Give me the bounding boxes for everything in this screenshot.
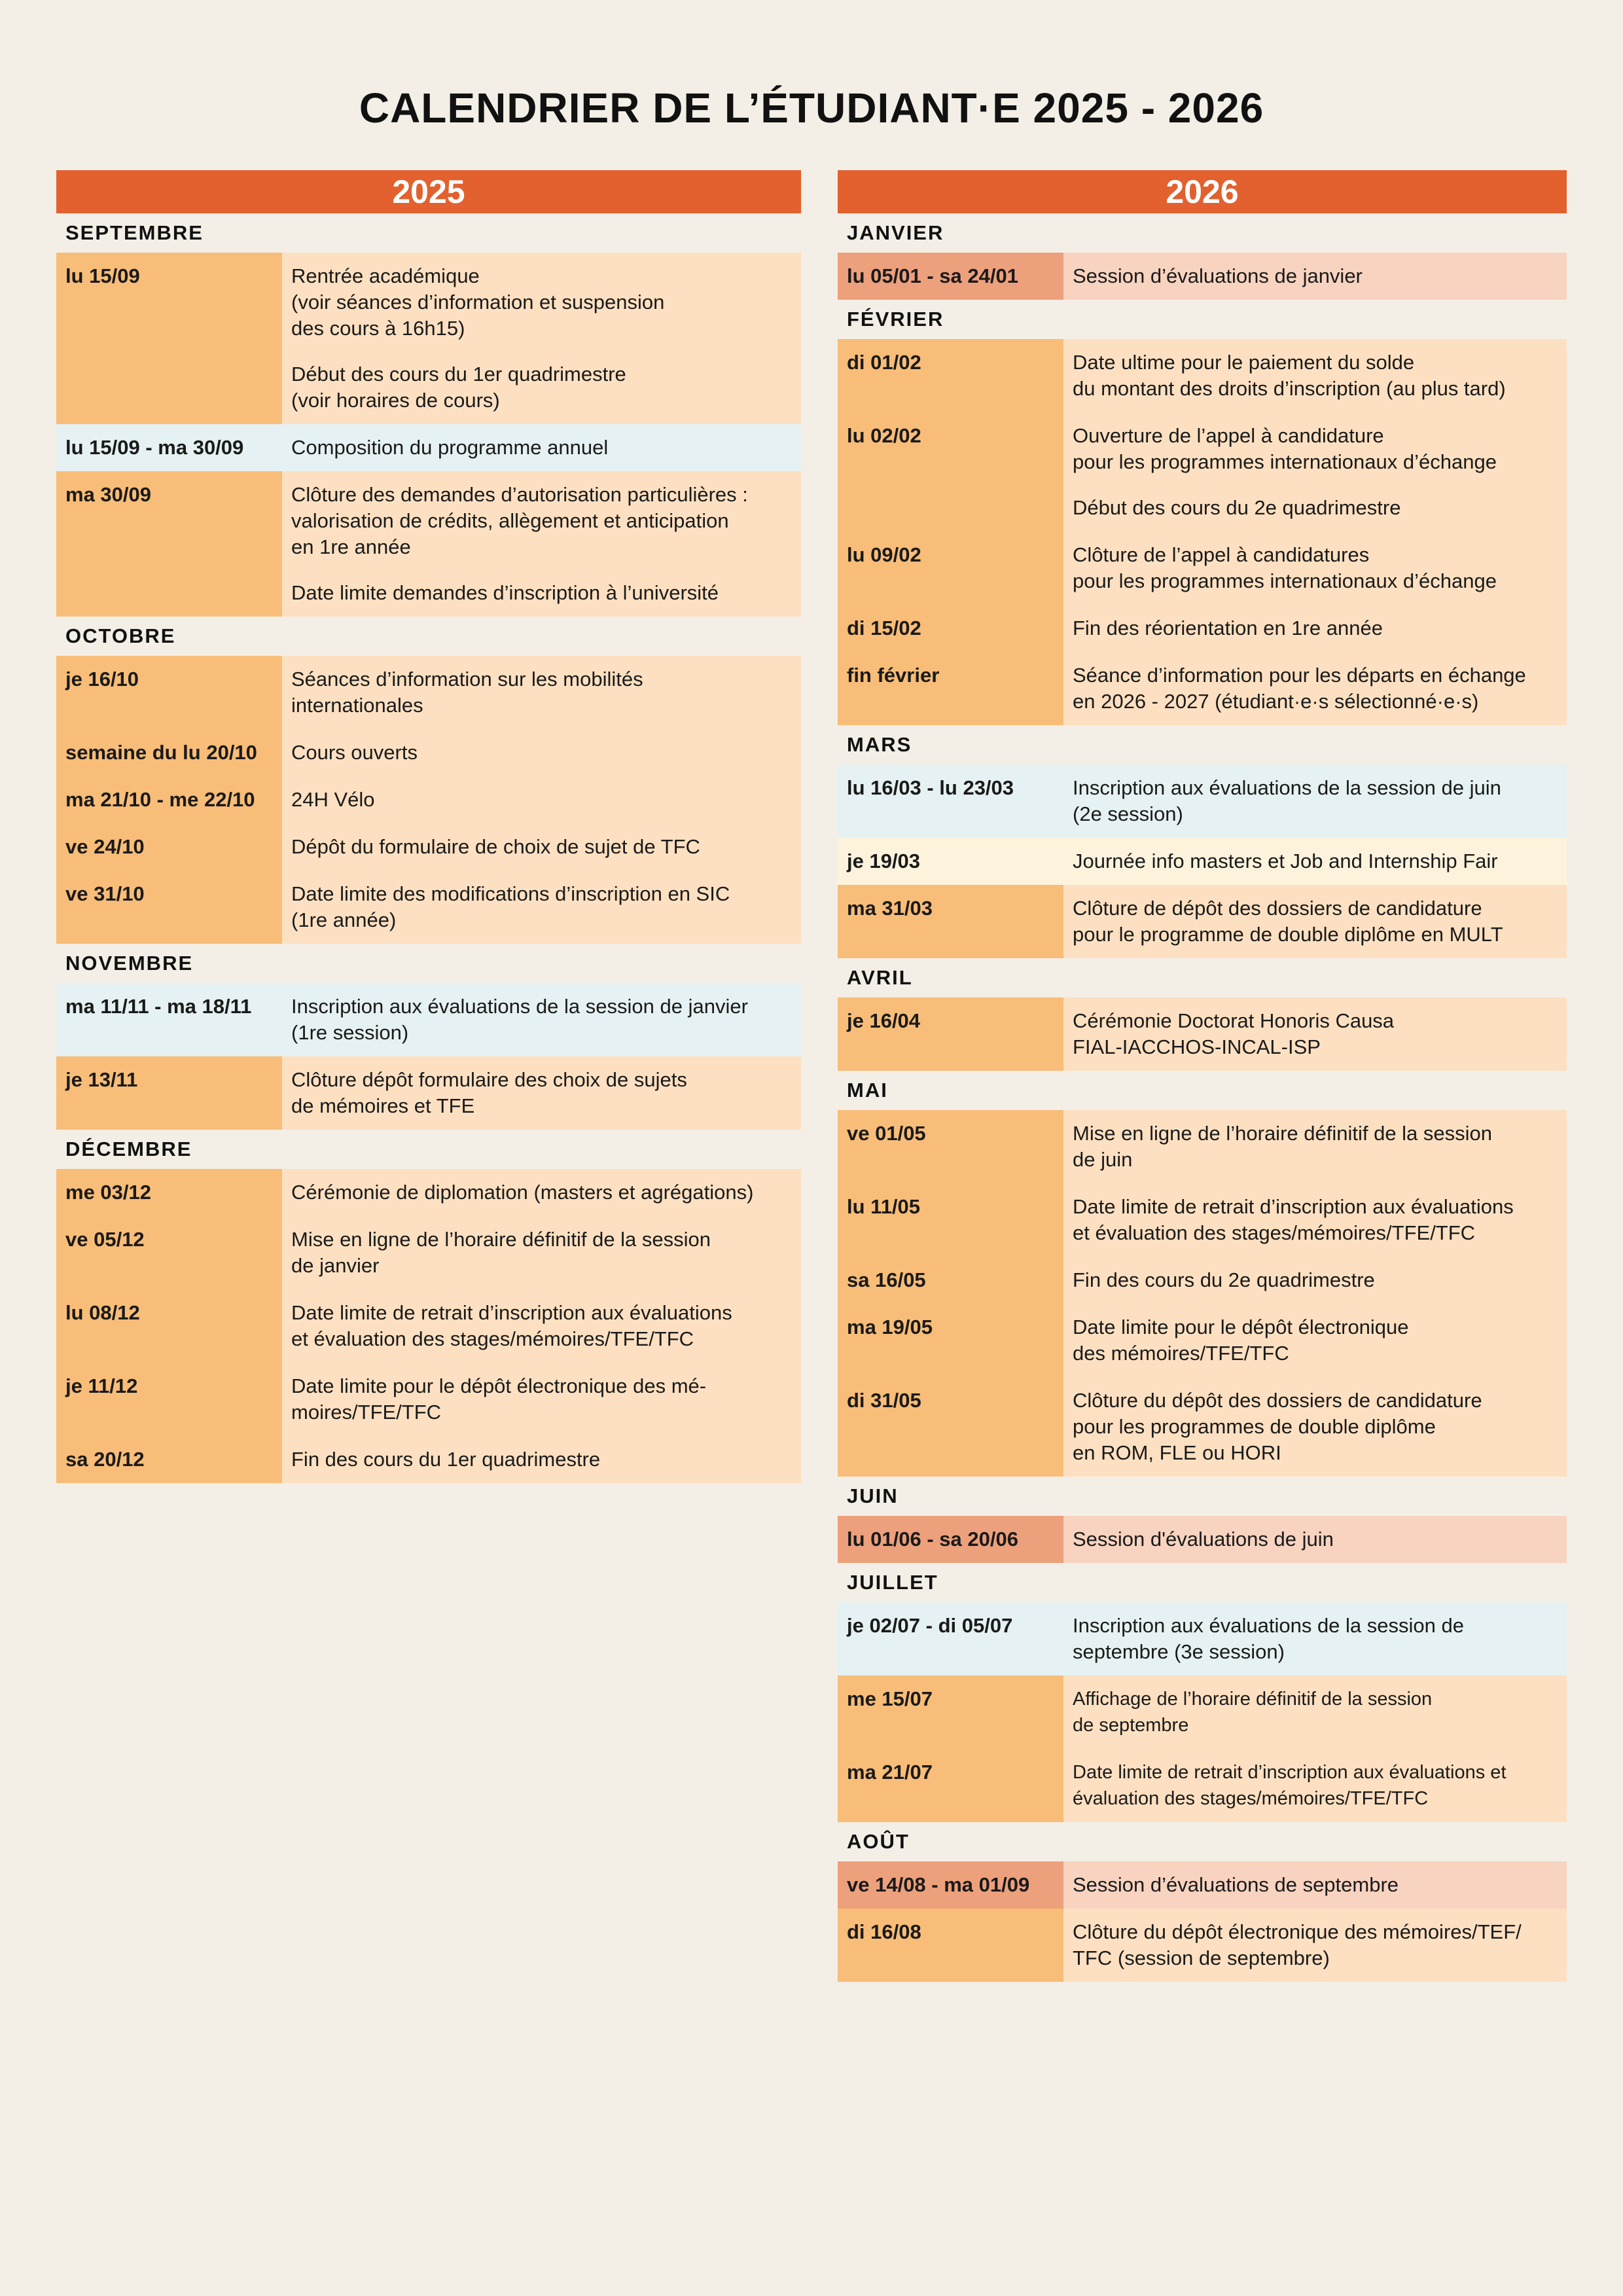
calendar-row [838, 1257, 1567, 1304]
event-text: Date limite des modifications d’inscription en SIC (1re année) [291, 882, 730, 931]
month-events [838, 339, 1567, 725]
event-description [282, 1363, 801, 1436]
calendar-row [838, 1861, 1567, 1909]
event-description [1063, 1602, 1567, 1676]
event-text: Date ultime pour le paiement du solde du montant des droits d’inscription (au plus tard) [1073, 351, 1506, 400]
event-description [1063, 1257, 1567, 1304]
calendar-row [56, 1289, 801, 1363]
event-date: di 15/02 [838, 605, 1063, 652]
event-description [1063, 412, 1567, 531]
event-date: ma 11/11 - ma 18/11 [56, 983, 282, 1056]
event-date: lu 08/12 [56, 1289, 282, 1363]
month-heading: AOÛT [847, 1830, 910, 1853]
month-heading: DÉCEMBRE [65, 1138, 192, 1160]
calendar-row [56, 1436, 801, 1483]
month-events [56, 253, 801, 617]
event-description [282, 1289, 801, 1363]
calendar-column-2025 [56, 170, 801, 1483]
event-text: Mise en ligne de l’horaire définitif de la session de juin [1073, 1122, 1493, 1171]
month-events [56, 656, 801, 944]
event-text: Clôture de l’appel à candidatures pour les programmes internationaux d’échange [1073, 543, 1497, 592]
event-date: ma 31/03 [838, 885, 1063, 958]
month-heading: NOVEMBRE [65, 952, 194, 975]
calendar-row [56, 656, 801, 729]
calendar-row [56, 1216, 801, 1289]
event-description [1063, 1377, 1567, 1477]
event-description [1063, 253, 1567, 300]
month-heading: FÉVRIER [847, 308, 944, 331]
event-date: ve 05/12 [56, 1216, 282, 1289]
event-description [282, 424, 801, 471]
event-description [1063, 997, 1567, 1071]
month-list [56, 213, 801, 1483]
event-description [1063, 1749, 1567, 1822]
month-events [838, 1110, 1567, 1477]
event-description [1063, 1909, 1567, 1982]
month-events [838, 1516, 1567, 1563]
calendar-row [56, 823, 801, 870]
event-text: Séances d’information sur les mobilités internationales [291, 668, 643, 717]
calendar-row [838, 1304, 1567, 1377]
calendar-row [838, 1909, 1567, 1982]
event-text: Mise en ligne de l’horaire définitif de la session de janvier [291, 1228, 711, 1277]
event-text: Clôture des demandes d’autorisation particulières : valorisation de crédits, allègement et anticipation en 1re année [291, 483, 748, 558]
event-description [1063, 652, 1567, 725]
calendar-row [838, 1749, 1567, 1822]
calendar-row [838, 1110, 1567, 1183]
calendar-row [838, 605, 1567, 652]
event-description [282, 656, 801, 729]
calendar-row [838, 1676, 1567, 1749]
event-description [282, 1056, 801, 1130]
calendar-row [56, 776, 801, 823]
event-description [282, 253, 801, 424]
event-text: Clôture de dépôt des dossiers de candidature pour le programme de double diplôme en MULT [1073, 897, 1503, 946]
event-date: di 31/05 [838, 1377, 1063, 1477]
event-date: di 16/08 [838, 1909, 1063, 1982]
event-date: sa 20/12 [56, 1436, 282, 1483]
calendar-row [838, 885, 1567, 958]
calendar-column-2026 [838, 170, 1567, 1982]
calendar-row [838, 1602, 1567, 1676]
month-heading: JUILLET [847, 1571, 938, 1594]
event-date: je 19/03 [838, 838, 1063, 885]
event-text: Dépôt du formulaire de choix de sujet de TFC [291, 835, 700, 858]
event-date: me 03/12 [56, 1169, 282, 1216]
month-events [838, 253, 1567, 300]
event-date: ma 30/09 [56, 471, 282, 617]
event-description [1063, 1110, 1567, 1183]
event-description [282, 1436, 801, 1483]
calendar-row [838, 339, 1567, 412]
event-date: di 01/02 [838, 339, 1063, 412]
month-events [838, 764, 1567, 958]
event-date: lu 11/05 [838, 1183, 1063, 1257]
event-date: je 16/10 [56, 656, 282, 729]
event-text: Rentrée académique (voir séances d’information et suspension des cours à 16h15) [291, 264, 665, 340]
event-description [282, 776, 801, 823]
event-text: Cérémonie de diplomation (masters et agrégations) [291, 1181, 754, 1204]
calendar-row [838, 652, 1567, 725]
event-text: Session d’évaluations de septembre [1073, 1873, 1399, 1896]
month-heading: MARS [847, 733, 912, 756]
event-text: Ouverture de l’appel à candidature pour les programmes internationaux d’échange [1073, 424, 1497, 473]
event-description [1063, 339, 1567, 412]
event-date: ve 24/10 [56, 823, 282, 870]
event-description [1063, 838, 1567, 885]
month-heading: OCTOBRE [65, 624, 176, 647]
month-heading: AVRIL [847, 966, 913, 989]
event-text: Journée info masters et Job and Internship Fair [1073, 850, 1498, 872]
calendar-row [56, 1056, 801, 1130]
month-events [56, 1169, 801, 1483]
calendar-row [838, 1183, 1567, 1257]
event-description [282, 471, 801, 617]
event-date: ma 21/10 - me 22/10 [56, 776, 282, 823]
month-events [838, 997, 1567, 1071]
month-list [838, 213, 1567, 1982]
calendar-row [56, 729, 801, 776]
event-text: Fin des cours du 1er quadrimestre [291, 1448, 601, 1471]
event-date: fin février [838, 652, 1063, 725]
event-text: Séance d’information pour les départs en échange en 2026 - 2027 (étudiant·e·s sélectionné·e·s) [1073, 664, 1526, 713]
event-description [282, 870, 801, 944]
event-date: ve 31/10 [56, 870, 282, 944]
calendar-row [838, 1516, 1567, 1563]
event-description [282, 983, 801, 1056]
month-events [838, 1602, 1567, 1822]
event-description [1063, 764, 1567, 838]
event-description [1063, 1183, 1567, 1257]
event-date: ve 01/05 [838, 1110, 1063, 1183]
year-header: 2025 [56, 170, 801, 213]
event-text: Cours ouverts [291, 741, 418, 764]
calendar-row [838, 997, 1567, 1071]
event-description [1063, 1516, 1567, 1563]
event-date: je 02/07 - di 05/07 [838, 1602, 1063, 1676]
calendar-row [56, 983, 801, 1056]
calendar-row [838, 1377, 1567, 1477]
event-text: Inscription aux évaluations de la session de juin (2e session) [1073, 776, 1501, 825]
calendar-row [56, 1169, 801, 1216]
event-description [282, 1169, 801, 1216]
event-description [1063, 885, 1567, 958]
event-description [1063, 1676, 1567, 1749]
calendar-row [838, 253, 1567, 300]
year-header: 2026 [838, 170, 1567, 213]
event-text: Clôture dépôt formulaire des choix de sujets de mémoires et TFE [291, 1068, 687, 1117]
event-text: Clôture du dépôt électronique des mémoires/TEF/ TFC (session de septembre) [1073, 1920, 1522, 1969]
calendar-row [838, 412, 1567, 531]
event-text: Date limite de retrait d’inscription aux évaluations et évaluation des stages/mémoires/TFE/TFC [1073, 1195, 1514, 1244]
calendar-row [838, 764, 1567, 838]
event-date: lu 02/02 [838, 412, 1063, 531]
event-text: Session d'évaluations de juin [1073, 1528, 1334, 1551]
calendar-row [56, 870, 801, 944]
event-text: Cérémonie Doctorat Honoris Causa FIAL-IACCHOS-INCAL-ISP [1073, 1009, 1395, 1058]
event-date: ma 19/05 [838, 1304, 1063, 1377]
event-text: Début des cours du 1er quadrimestre (voir horaires de cours) [291, 363, 626, 412]
event-date: lu 01/06 - sa 20/06 [838, 1516, 1063, 1563]
event-date: sa 16/05 [838, 1257, 1063, 1304]
calendar-row [838, 531, 1567, 605]
month-events [56, 983, 801, 1130]
event-description [1063, 1304, 1567, 1377]
event-text: Date limite demandes d’inscription à l’université [291, 581, 719, 604]
event-text: Inscription aux évaluations de la session de septembre (3e session) [1073, 1614, 1464, 1663]
event-text: Début des cours du 2e quadrimestre [1073, 496, 1401, 519]
page-title: CALENDRIER DE L’ÉTUDIANT·E 2025 - 2026 [359, 84, 1264, 132]
event-date: je 11/12 [56, 1363, 282, 1436]
event-description [1063, 605, 1567, 652]
event-description [282, 823, 801, 870]
calendar-row [56, 1363, 801, 1436]
event-date: je 16/04 [838, 997, 1063, 1071]
calendar-row [56, 424, 801, 471]
event-date: semaine du lu 20/10 [56, 729, 282, 776]
month-heading: JUIN [847, 1484, 899, 1507]
event-text: Date limite de retrait d’inscription aux évaluations et évaluation des stages/mémoires/TFE/TFC [291, 1301, 732, 1350]
event-text: Affichage de l’horaire définitif de la session de septembre [1073, 1689, 1433, 1736]
calendar-row [838, 838, 1567, 885]
event-date: lu 15/09 [56, 253, 282, 424]
event-date: je 13/11 [56, 1056, 282, 1130]
event-date: lu 05/01 - sa 24/01 [838, 253, 1063, 300]
event-description [282, 1216, 801, 1289]
event-date: me 15/07 [838, 1676, 1063, 1749]
event-date: lu 16/03 - lu 23/03 [838, 764, 1063, 838]
event-description [1063, 1861, 1567, 1909]
calendar-row [56, 471, 801, 617]
event-text: 24H Vélo [291, 788, 375, 811]
event-description [1063, 531, 1567, 605]
event-date: ve 14/08 - ma 01/09 [838, 1861, 1063, 1909]
event-text: Fin des réorientation en 1re année [1073, 617, 1383, 639]
event-description [282, 729, 801, 776]
event-date: lu 15/09 - ma 30/09 [56, 424, 282, 471]
event-text: Inscription aux évaluations de la session de janvier (1re session) [291, 995, 748, 1044]
month-heading: SEPTEMBRE [65, 221, 204, 244]
event-date: ma 21/07 [838, 1749, 1063, 1822]
event-date: lu 09/02 [838, 531, 1063, 605]
event-text: Date limite pour le dépôt électronique des mé- moires/TFE/TFC [291, 1374, 707, 1424]
event-text: Date limite pour le dépôt électronique des mémoires/TFE/TFC [1073, 1316, 1409, 1365]
month-heading: JANVIER [847, 221, 944, 244]
event-text: Fin des cours du 2e quadrimestre [1073, 1268, 1375, 1291]
event-text: Session d’évaluations de janvier [1073, 264, 1363, 287]
event-text: Date limite de retrait d’inscription aux évaluations et évaluation des stages/mémoires/TFE/TFC [1073, 1762, 1507, 1809]
event-text: Composition du programme annuel [291, 436, 609, 459]
event-text: Clôture du dépôt des dossiers de candidature pour les programmes de double diplôme en ROM, FLE ou HORI [1073, 1389, 1482, 1464]
month-heading: MAI [847, 1079, 888, 1102]
month-events [838, 1861, 1567, 1982]
calendar-row [56, 253, 801, 424]
